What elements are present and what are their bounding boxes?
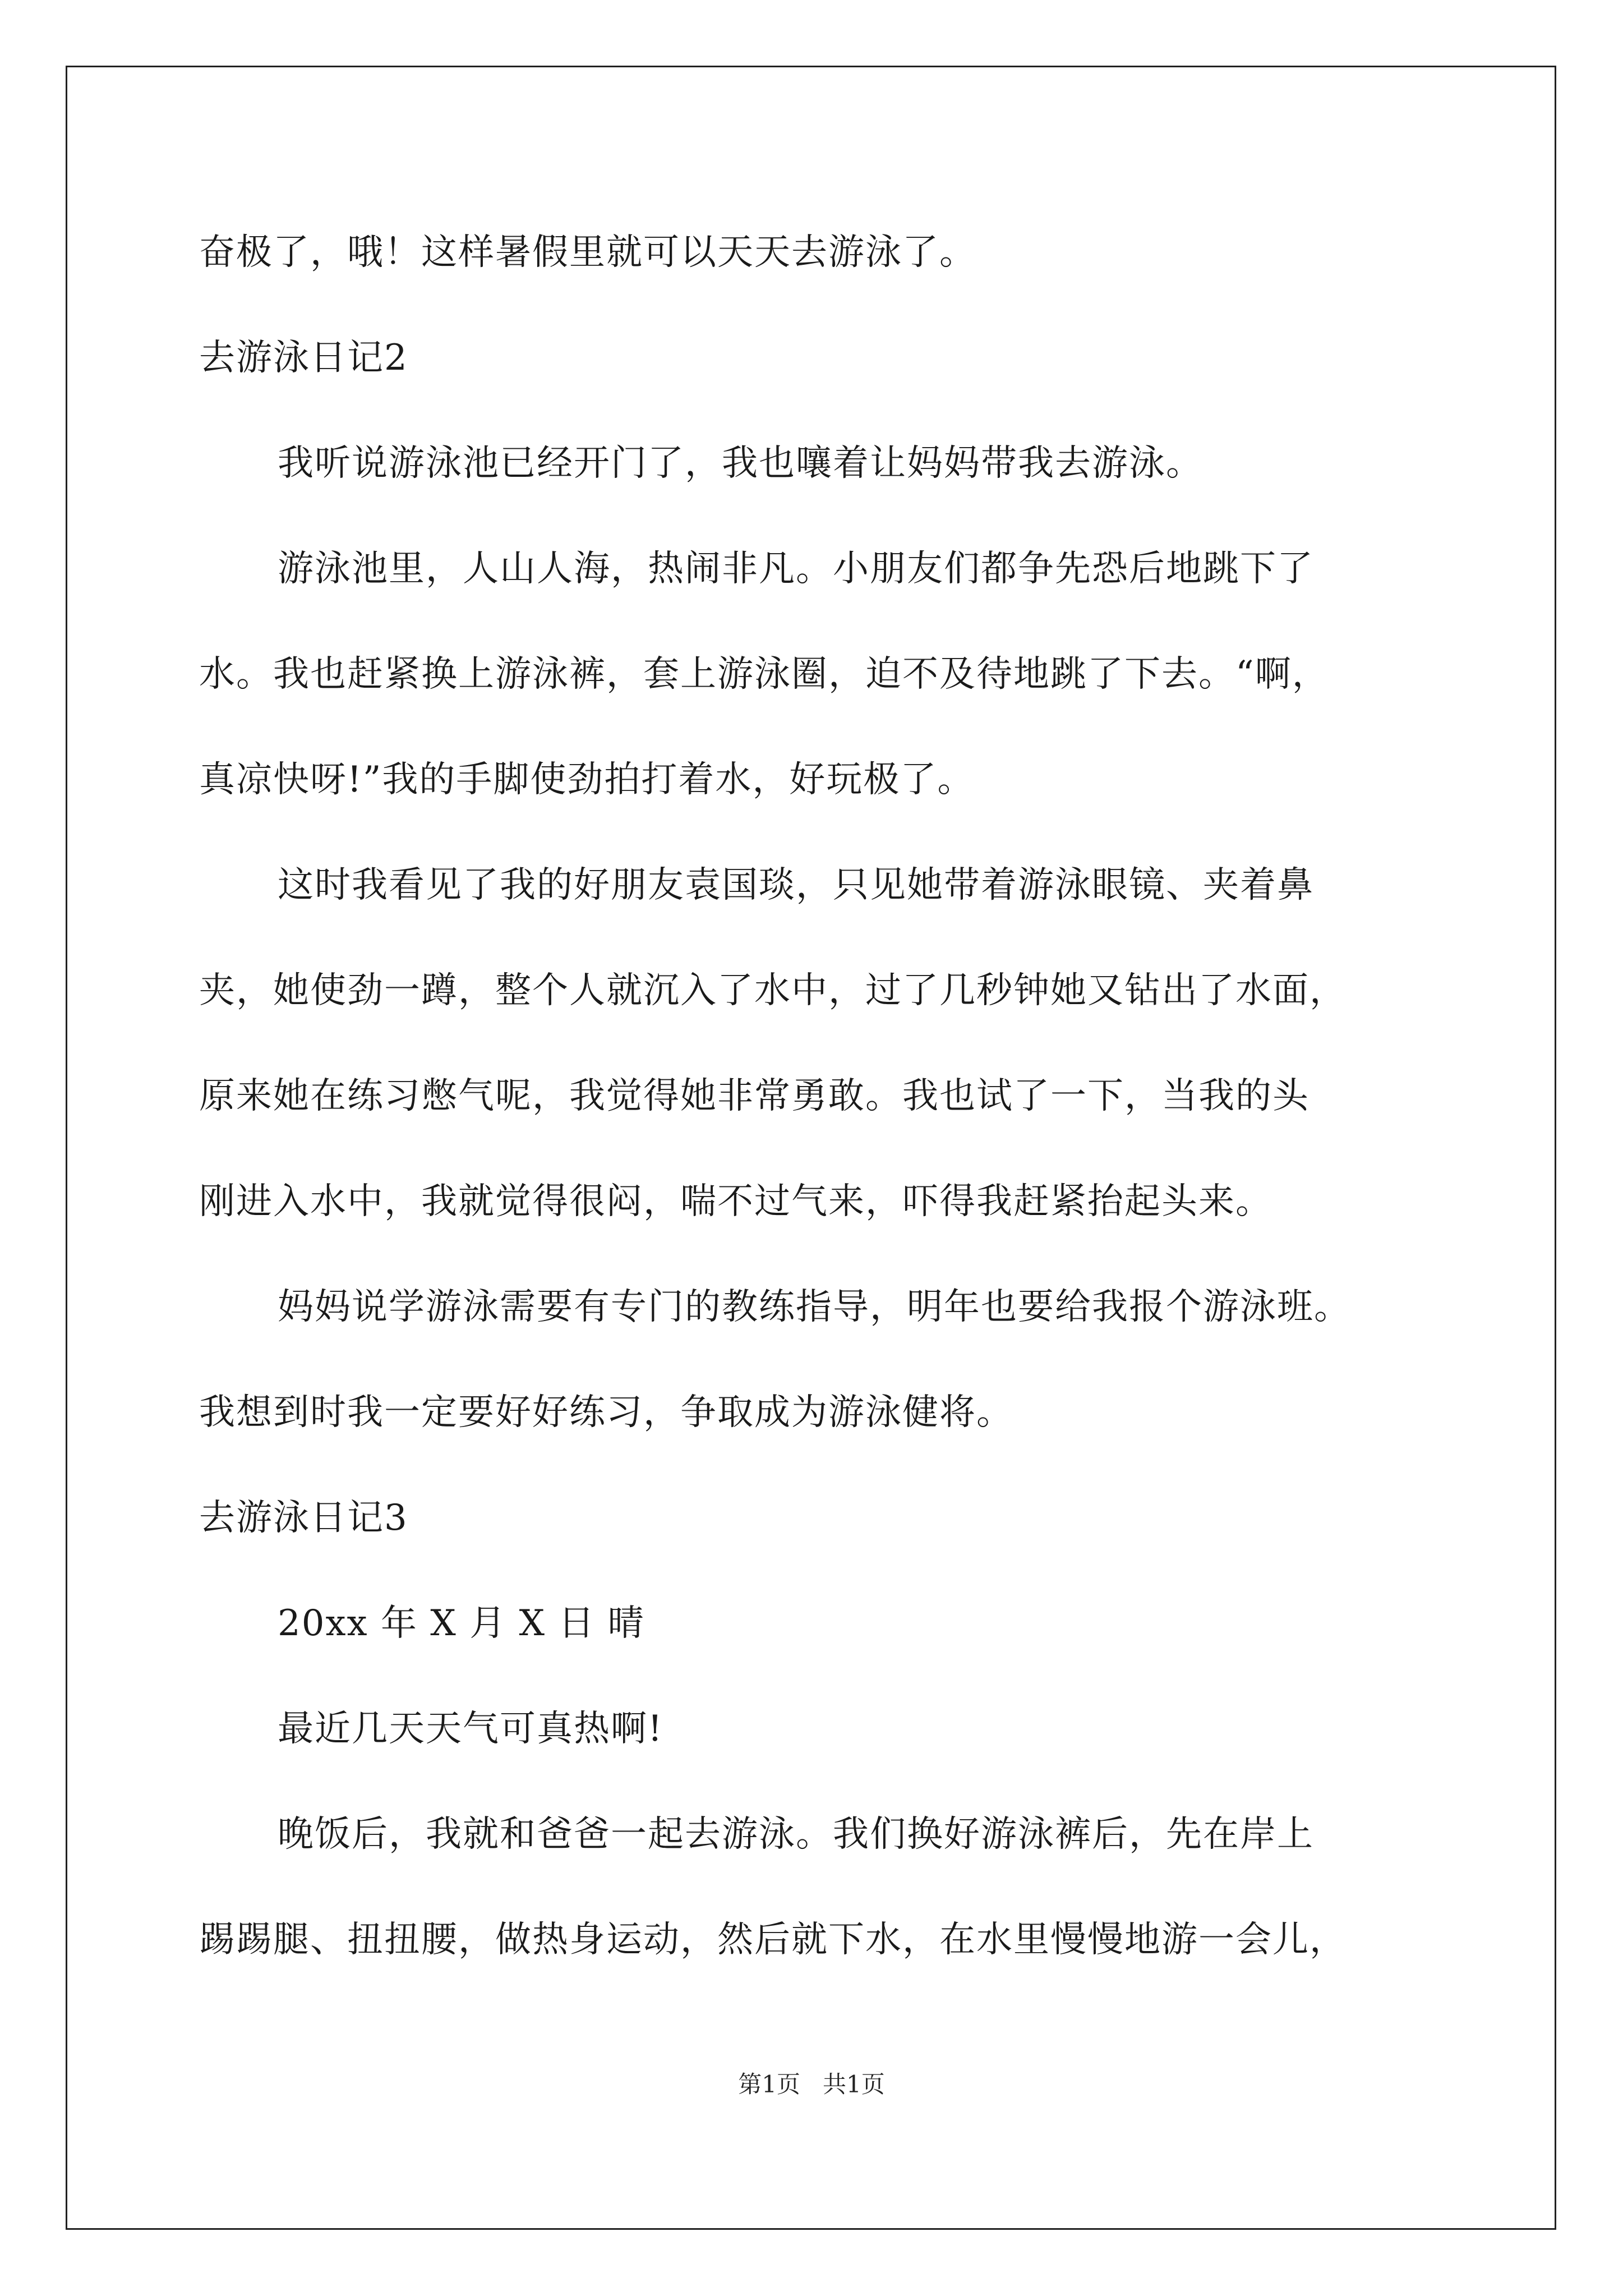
paragraph-line: 奋极了，哦！这样暑假里就可以天天去游泳了。: [199, 232, 976, 273]
paragraph-line: 踢踢腿、扭扭腰，做热身运动，然后就下水，在水里慢慢地游一会儿，: [199, 1919, 1347, 1961]
page-number: 第1页: [738, 2070, 800, 2098]
page-total: 共1页: [823, 2070, 885, 2098]
paragraph-line: 真凉快呀!”我的手脚使劲拍打着水，好玩极了。: [199, 759, 975, 800]
page-footer: [0, 2069, 1623, 2100]
paragraph-line: 我听说游泳池已经开门了，我也嚷着让妈妈带我去游泳。: [278, 443, 1203, 484]
date-line: 20xx 年 X 月 X 日 晴: [278, 1603, 645, 1644]
paragraph-line: 晚饭后，我就和爸爸一起去游泳。我们换好游泳裤后，先在岸上: [278, 1814, 1314, 1855]
paragraph-line: 夹，她使劲一蹲，整个人就沉入了水中，过了几秒钟她又钻出了水面，: [199, 970, 1347, 1011]
paragraph-line: 游泳池里，人山人海，热闹非凡。小朋友们都争先恐后地跳下了: [278, 548, 1314, 590]
section-heading: 去游泳日记2: [199, 337, 408, 379]
paragraph-line: 最近几天天气可真热啊!: [278, 1708, 663, 1750]
paragraph-line: 水。我也赶紧换上游泳裤，套上游泳圈，迫不及待地跳了下去。“啊，: [199, 654, 1329, 695]
paragraph-line: 原来她在练习憋气呢，我觉得她非常勇敢。我也试了一下，当我的头: [199, 1075, 1310, 1117]
page-border: [66, 66, 1556, 2230]
paragraph-line: 妈妈说学游泳需要有专门的教练指导，明年也要给我报个游泳班。: [278, 1286, 1351, 1328]
paragraph-line: 这时我看见了我的好朋友袁国琰，只见她带着游泳眼镜、夹着鼻: [278, 864, 1314, 906]
paragraph-line: 刚进入水中，我就觉得很闷，喘不过气来，吓得我赶紧抬起头来。: [199, 1181, 1272, 1222]
paragraph-line: 我想到时我一定要好好练习，争取成为游泳健将。: [199, 1392, 1013, 1433]
section-heading: 去游泳日记3: [199, 1497, 408, 1539]
